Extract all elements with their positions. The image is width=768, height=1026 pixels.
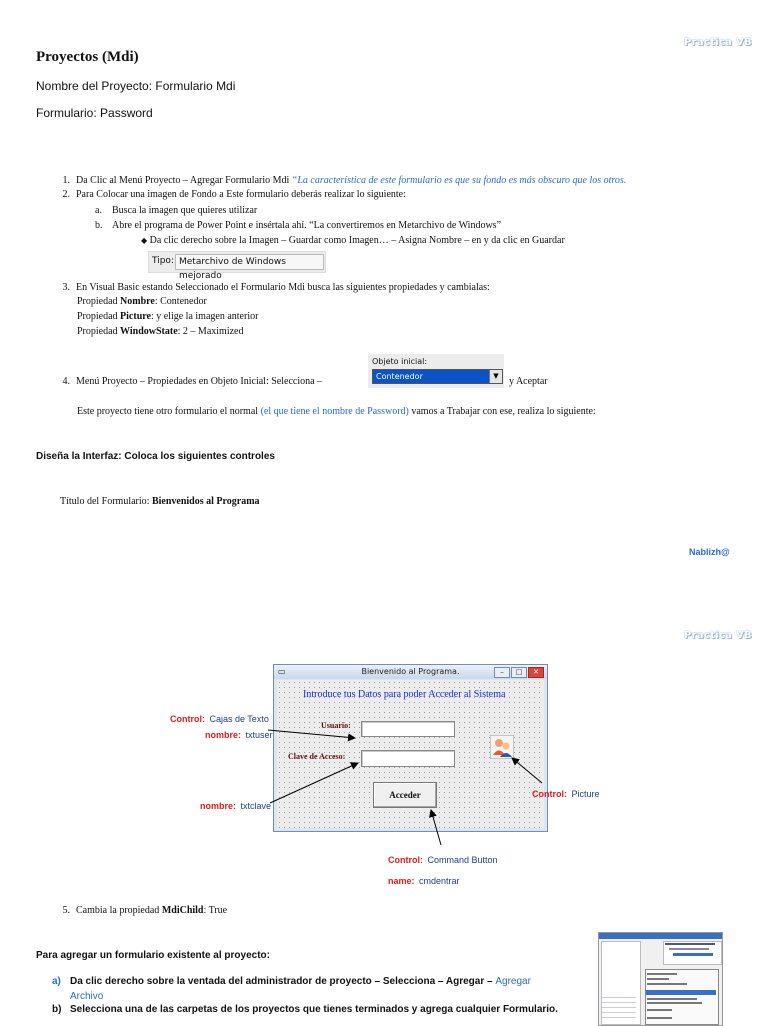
window-title: Bienvenido al Programa. bbox=[361, 667, 460, 676]
prop-value: : Contenedor bbox=[154, 296, 207, 307]
prop-prefix: Propiedad bbox=[77, 311, 121, 322]
annotation-txtclave-text: txtclave bbox=[240, 801, 271, 811]
step-4-number: 4. bbox=[62, 376, 70, 387]
step-1-number: 1. bbox=[62, 175, 70, 186]
close-icon: ✕ bbox=[528, 667, 544, 678]
prop-name: WindowState bbox=[120, 326, 178, 337]
step-2a-marker: a. bbox=[95, 205, 102, 216]
arrow-to-txtuser bbox=[268, 730, 355, 738]
other-form-intro: Este proyecto tiene otro formulario el normal bbox=[77, 406, 259, 417]
project-explorer-screenshot bbox=[598, 932, 723, 1026]
annotation-txtuser bbox=[205, 725, 272, 743]
objeto-inicial-value-text: Contenedor bbox=[376, 372, 423, 381]
annotation-picture-text: Picture bbox=[571, 789, 600, 799]
design-heading: Diseña la Interfaz: Coloca los siguientes controles bbox=[36, 451, 275, 462]
watermark-second: Practica VB bbox=[684, 630, 752, 641]
step-2b-text: Abre el programa de Power Point e insértala ahí. “La convertiremos en Metarchivo de Windows” bbox=[112, 220, 502, 231]
arrow-to-picture bbox=[512, 758, 542, 783]
arrow-to-txtclave bbox=[270, 763, 358, 803]
annotation-txtuser-text: txtuser bbox=[245, 730, 273, 740]
other-form-tail: vamos a Trabajar con ese, realiza lo siguiente: bbox=[411, 406, 596, 417]
diamond-bullet-icon: ◆ bbox=[141, 236, 148, 245]
dropdown-arrow-icon: ▼ bbox=[489, 370, 502, 383]
add-step-a-marker: a) bbox=[52, 976, 61, 987]
step-5 bbox=[52, 905, 227, 916]
maximize-icon: □ bbox=[511, 667, 527, 678]
annotation-txtclave bbox=[200, 796, 271, 814]
prop-prefix: Propiedad bbox=[77, 326, 121, 337]
annotation-command-text: Command Button bbox=[427, 855, 498, 865]
annotation-cajas-text: Cajas de Texto bbox=[209, 714, 269, 724]
step-2a-text: Busca la imagen que quieres utilizar bbox=[112, 205, 258, 216]
step-4-after: y Aceptar bbox=[509, 376, 548, 387]
page-title: Proyectos (Mdi) bbox=[36, 49, 139, 65]
step-1-note: “La característica de este formulario es que su fondo es más obscuro que los otros. bbox=[291, 175, 627, 186]
step-2b-marker: b. bbox=[95, 220, 103, 231]
archivo-link: Archivo bbox=[70, 991, 104, 1002]
add-step-b bbox=[52, 1004, 558, 1015]
signature: Nablizh@ bbox=[689, 547, 730, 557]
annotation-command bbox=[388, 850, 498, 868]
annotation-cmdentrar bbox=[388, 871, 459, 889]
usuario-label: Usuario: bbox=[321, 721, 351, 730]
add-step-b-marker: b) bbox=[52, 1004, 62, 1015]
step-5-value: : True bbox=[203, 905, 228, 916]
tipo-label: Tipo: bbox=[152, 256, 174, 266]
clave-label: Clave de Acceso: bbox=[288, 752, 346, 761]
form-icon: ▭ bbox=[278, 667, 286, 676]
form-name-line: Formulario: Password bbox=[36, 106, 153, 120]
step-3-number: 3. bbox=[62, 282, 70, 293]
objeto-inicial-label: Objeto inicial: bbox=[372, 357, 428, 366]
step-2-bullet-text: Da clic derecho sobre la Imagen – Guardar como Imagen… – Asigna Nombre – en y da clic en Guardar bbox=[149, 235, 565, 246]
annotation-name-word: name: bbox=[388, 876, 415, 886]
minimize-icon: – bbox=[494, 667, 510, 678]
step-3-text: En Visual Basic estando Seleccionado el Formulario Mdi busca las siguientes propiedades y cambialas: bbox=[76, 282, 490, 293]
annotation-control-word: Control: bbox=[532, 789, 567, 799]
prop-name: Picture bbox=[120, 311, 151, 322]
prop-name: Nombre bbox=[120, 296, 155, 307]
prop-prefix: Propiedad bbox=[77, 296, 121, 307]
add-form-heading: Para agregar un formulario existente al proyecto: bbox=[36, 950, 270, 961]
form-title-label: Título del Formulario: bbox=[60, 496, 150, 507]
annotation-nombre-word: nombre: bbox=[200, 801, 236, 811]
annotation-nombre-word: nombre: bbox=[205, 730, 241, 740]
annotation-control-word: Control: bbox=[170, 714, 205, 724]
tipo-value: Metarchivo de Windows mejorado bbox=[175, 254, 324, 270]
prop-value: : 2 – Maximized bbox=[177, 326, 244, 337]
acceder-button: Acceder bbox=[373, 782, 437, 808]
form-title-value: Bienvenidos al Programa bbox=[151, 496, 260, 507]
step-5-number: 5. bbox=[62, 905, 70, 916]
step-4-text: Menú Proyecto – Propiedades en Objeto Inicial: Selecciona – bbox=[76, 376, 323, 387]
annotation-cmdentrar-text: cmdentrar bbox=[418, 876, 460, 886]
window-heading: Introduce tus Datos para poder Acceder al Sistema bbox=[303, 689, 506, 700]
annotation-control-word: Control: bbox=[388, 855, 423, 865]
add-step-a bbox=[52, 974, 592, 1004]
agregar-link: Agregar bbox=[495, 976, 531, 987]
watermark-top: Practica VB bbox=[684, 37, 752, 48]
step-2-number: 2. bbox=[62, 189, 70, 200]
add-step-a-text: Da clic derecho sobre la ventada del administrador de proyecto – Selecciona – Agregar – bbox=[70, 976, 493, 987]
prop-value: : y elige la imagen anterior bbox=[150, 311, 259, 322]
step-5-prefix: Cambia la propiedad bbox=[76, 905, 162, 916]
project-name-line: Nombre del Proyecto: Formulario Mdi bbox=[36, 79, 236, 93]
annotation-picture bbox=[532, 784, 599, 802]
add-step-b-text: Selecciona una de las carpetas de los proyectos que tienes terminados y agrega cualquier Formulario. bbox=[70, 1004, 558, 1015]
other-form-highlight: (el que tiene el nombre de Password) bbox=[260, 406, 409, 417]
step-1-text: Da Clic al Menú Proyecto – Agregar Formulario Mdi bbox=[76, 175, 290, 186]
step-5-prop: MdiChild bbox=[161, 905, 204, 916]
step-2-text: Para Colocar una imagen de Fondo a Este formulario deberás realizar lo siguiente: bbox=[76, 189, 406, 200]
arrow-to-button bbox=[431, 810, 441, 845]
